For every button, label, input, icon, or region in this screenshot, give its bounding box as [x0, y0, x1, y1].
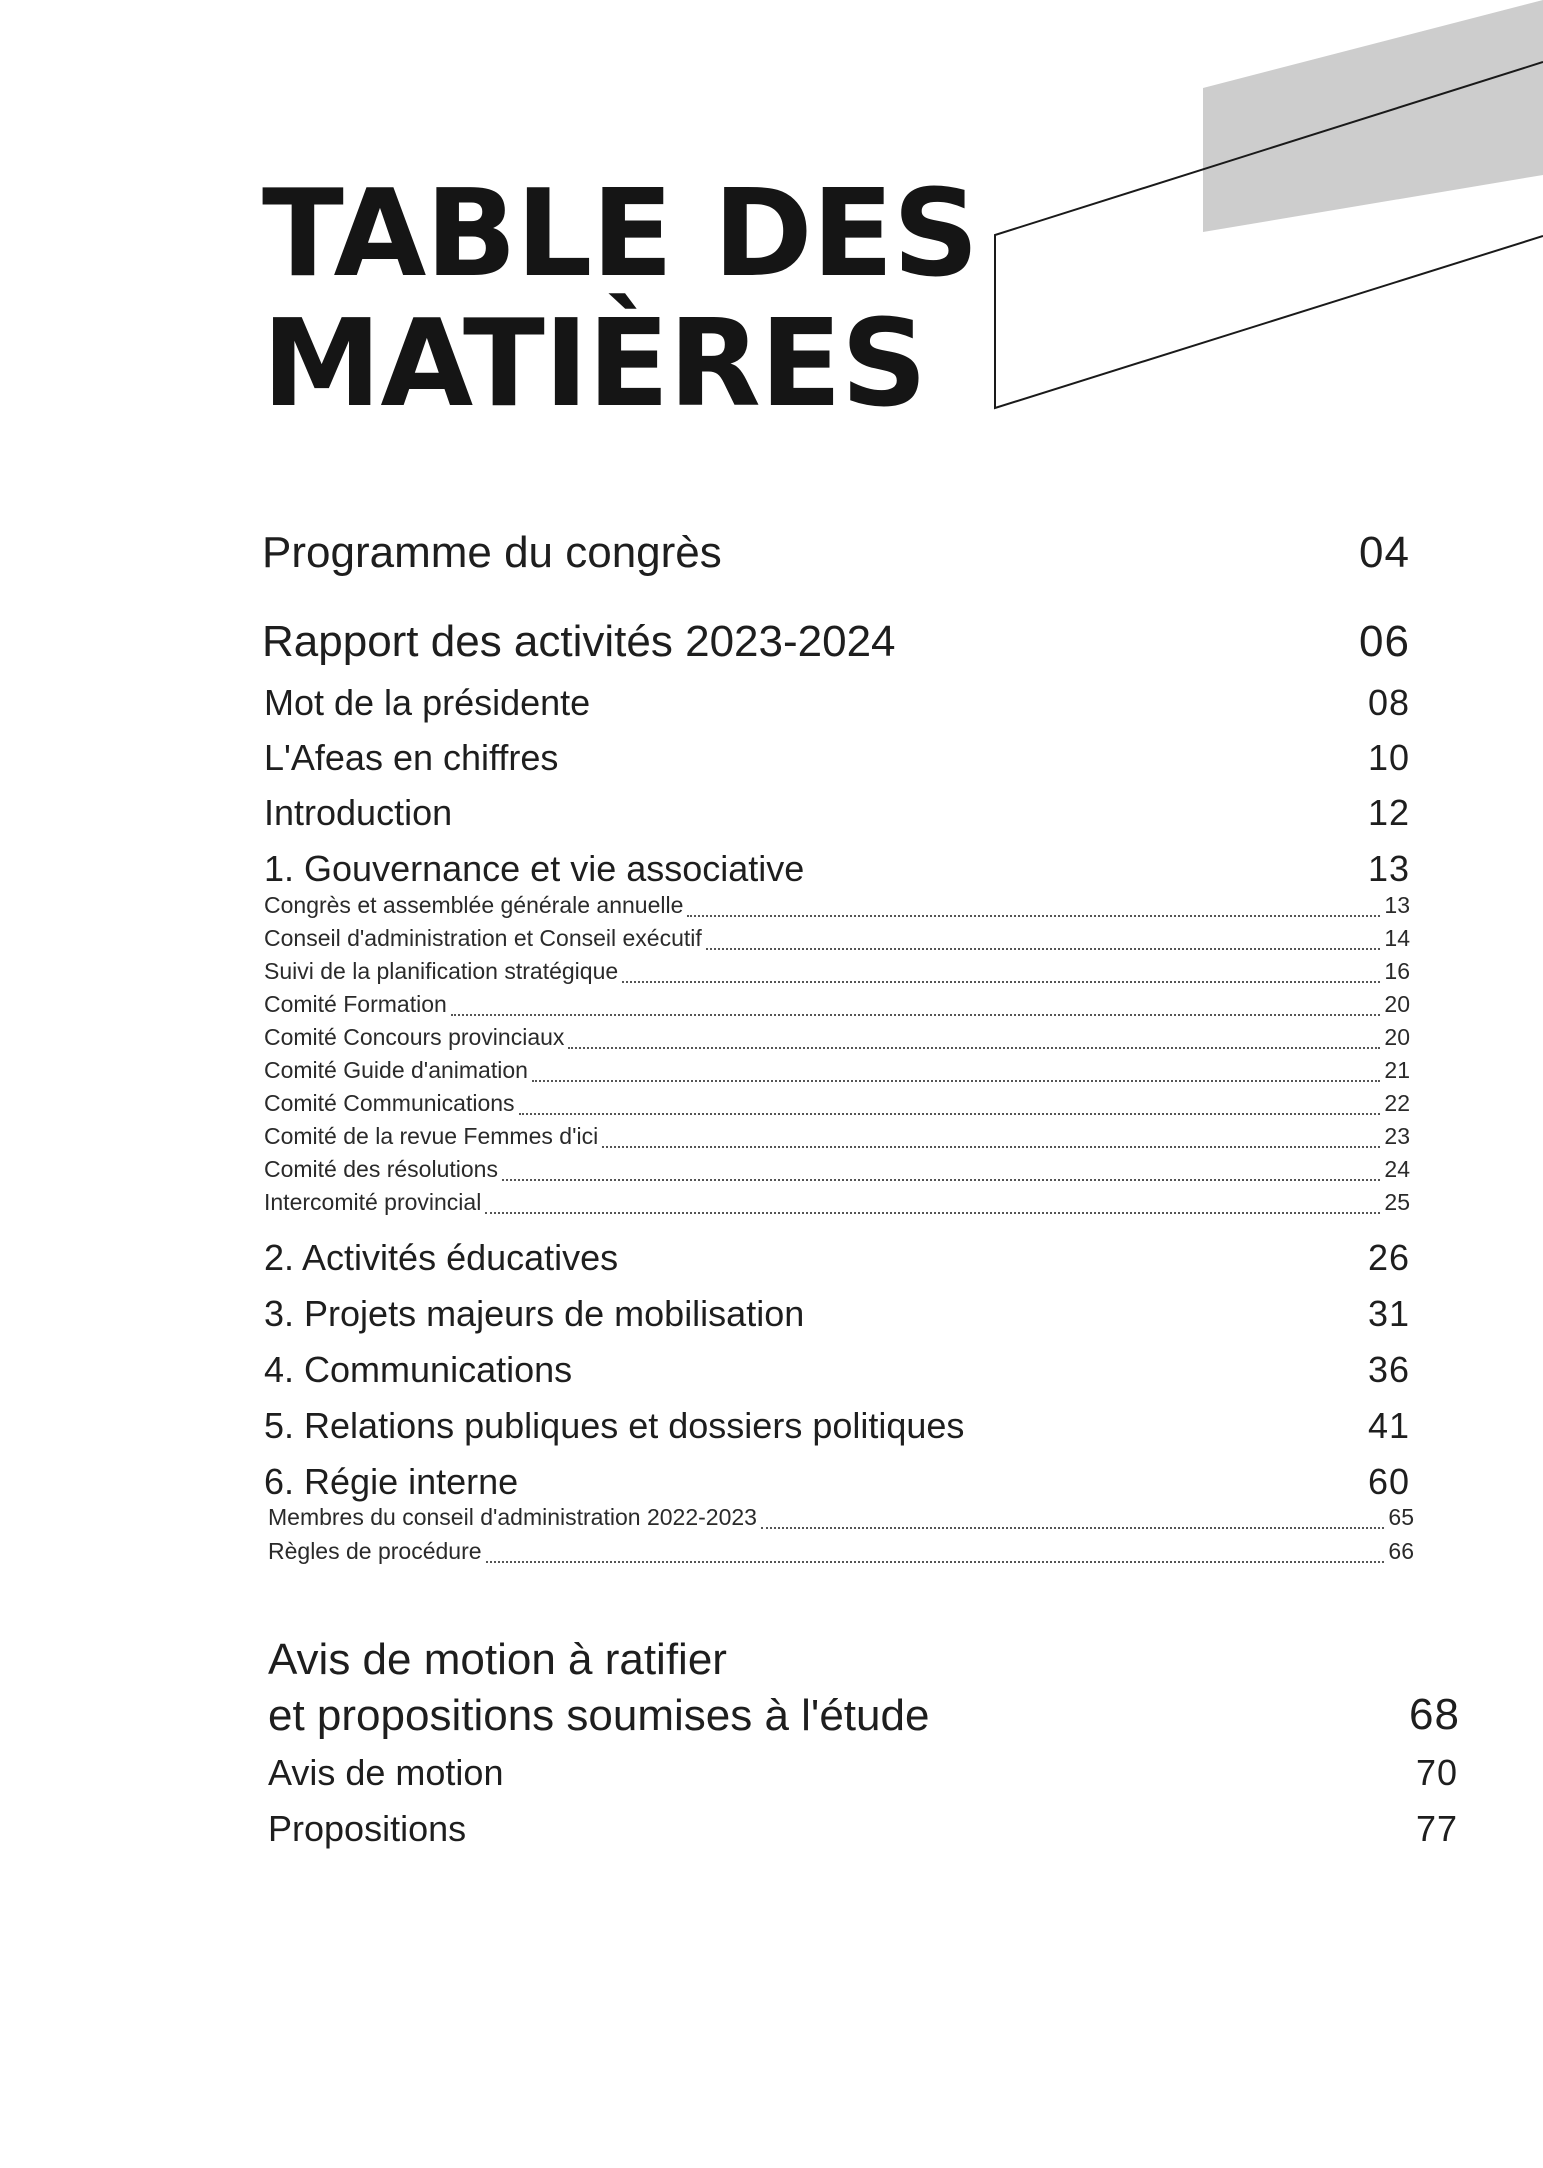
toc-subentry[interactable] [264, 1090, 1410, 1122]
toc-page: 24 [1384, 1156, 1410, 1182]
toc-label: Comité Guide d'animation [264, 1057, 528, 1083]
toc-label: Congrès et assemblée générale annuelle [264, 892, 684, 918]
toc-page: 21 [1384, 1057, 1410, 1083]
toc-page: 26 [1367, 1237, 1410, 1278]
toc-page: 77 [1415, 1808, 1458, 1849]
toc-page: 60 [1367, 1461, 1410, 1502]
toc-label: L'Afeas en chiffres [264, 737, 559, 778]
toc-label: Règles de procédure [268, 1538, 482, 1564]
toc-entry-introduction[interactable] [264, 792, 1410, 838]
toc-page: 08 [1367, 682, 1410, 723]
title-line-2: MATIÈRES [262, 295, 927, 434]
toc-label: Conseil d'administration et Conseil exécutif [264, 925, 702, 951]
toc-entry-programme[interactable] [262, 528, 1410, 582]
toc-entry-avis-page[interactable] [1300, 1690, 1460, 1744]
toc-subentry[interactable] [264, 925, 1410, 957]
toc-page: 06 [1359, 617, 1410, 666]
toc-label: 2. Activités éducatives [264, 1237, 619, 1278]
toc-page: 70 [1415, 1752, 1458, 1793]
toc-label: 1. Gouvernance et vie associative [264, 848, 805, 889]
avis-line-1: Avis de motion à ratifier [268, 1635, 727, 1684]
toc-label: Comité Communications [264, 1090, 515, 1116]
title-line-1: TABLE DES [262, 165, 979, 304]
toc-entry-avis-title[interactable] [268, 1632, 929, 1744]
toc-subentry[interactable] [264, 991, 1410, 1023]
toc-page: 16 [1384, 958, 1410, 984]
toc-page: 66 [1388, 1538, 1414, 1564]
toc-entry-mobilisation[interactable] [264, 1293, 1410, 1339]
dot-leader [761, 1526, 1384, 1529]
toc-subentry[interactable] [264, 1057, 1410, 1089]
dot-leader [602, 1145, 1380, 1148]
toc-label: Comité des résolutions [264, 1156, 498, 1182]
toc-page: 68 [1409, 1690, 1460, 1739]
dot-leader [485, 1211, 1380, 1214]
toc-page: 23 [1384, 1123, 1410, 1149]
toc-entry-chiffres[interactable] [264, 737, 1410, 783]
toc-entry-relations[interactable] [264, 1405, 1410, 1451]
dot-leader [451, 1013, 1381, 1016]
toc-label: Suivi de la planification stratégique [264, 958, 619, 984]
toc-subentry[interactable] [264, 1156, 1410, 1188]
toc-subentry[interactable] [264, 1123, 1410, 1155]
toc-entry-mot[interactable] [264, 682, 1410, 728]
dot-leader [706, 947, 1381, 950]
toc-label: Intercomité provincial [264, 1189, 482, 1215]
toc-label: 6. Régie interne [264, 1461, 519, 1502]
toc-subentry[interactable] [268, 1504, 1414, 1536]
toc-label: Comité Formation [264, 991, 447, 1017]
toc-page: 25 [1384, 1189, 1410, 1215]
toc-label: 3. Projets majeurs de mobilisation [264, 1293, 805, 1334]
toc-page: 20 [1384, 1024, 1410, 1050]
toc-page: 65 [1388, 1504, 1414, 1530]
toc-entry-propositions[interactable] [268, 1808, 1458, 1854]
toc-page: 41 [1367, 1405, 1410, 1446]
toc-entry-regie[interactable] [264, 1461, 1410, 1507]
dot-leader [519, 1112, 1381, 1115]
toc-page: 31 [1367, 1293, 1410, 1334]
toc-label: Mot de la présidente [264, 682, 591, 723]
toc-page: 13 [1367, 848, 1410, 889]
toc-label: 4. Communications [264, 1349, 573, 1390]
page-title [262, 165, 979, 434]
toc-label: Propositions [268, 1808, 467, 1849]
toc-label: Comité de la revue Femmes d'ici [264, 1123, 599, 1149]
toc-page: 20 [1384, 991, 1410, 1017]
toc-label: Rapport des activités 2023-2024 [262, 617, 896, 666]
avis-line-2: et propositions soumises à l'étude [268, 1691, 930, 1740]
toc-page: 04 [1359, 528, 1410, 577]
toc-label: Introduction [264, 792, 453, 833]
toc-label: Comité Concours provinciaux [264, 1024, 565, 1050]
toc-page: 10 [1367, 737, 1410, 778]
toc-subentry[interactable] [264, 892, 1410, 924]
toc-page: 36 [1367, 1349, 1410, 1390]
dot-leader [687, 914, 1380, 917]
toc-label: 5. Relations publiques et dossiers politiques [264, 1405, 965, 1446]
dot-leader [486, 1560, 1385, 1563]
toc-entry-communications[interactable] [264, 1349, 1410, 1395]
toc-subentry[interactable] [264, 1024, 1410, 1056]
toc-label: Membres du conseil d'administration 2022-2023 [268, 1504, 757, 1530]
toc-label: Programme du congrès [262, 528, 722, 577]
toc-entry-educatives[interactable] [264, 1237, 1410, 1283]
toc-page: 22 [1384, 1090, 1410, 1116]
toc-page: 14 [1384, 925, 1410, 951]
toc-subentry[interactable] [268, 1538, 1414, 1570]
toc-entry-rapport[interactable] [262, 617, 1410, 671]
dot-leader [568, 1046, 1380, 1049]
dot-leader [502, 1178, 1380, 1181]
toc-entry-gouvernance[interactable] [264, 848, 1410, 894]
toc-page: 12 [1367, 792, 1410, 833]
toc-page: 13 [1384, 892, 1410, 918]
toc-subentry[interactable] [264, 1189, 1410, 1221]
toc-label: Avis de motion [268, 1752, 504, 1793]
toc-entry-avis-motion[interactable] [268, 1752, 1458, 1798]
dot-leader [532, 1079, 1380, 1082]
toc-subentry[interactable] [264, 958, 1410, 990]
dot-leader [622, 980, 1380, 983]
